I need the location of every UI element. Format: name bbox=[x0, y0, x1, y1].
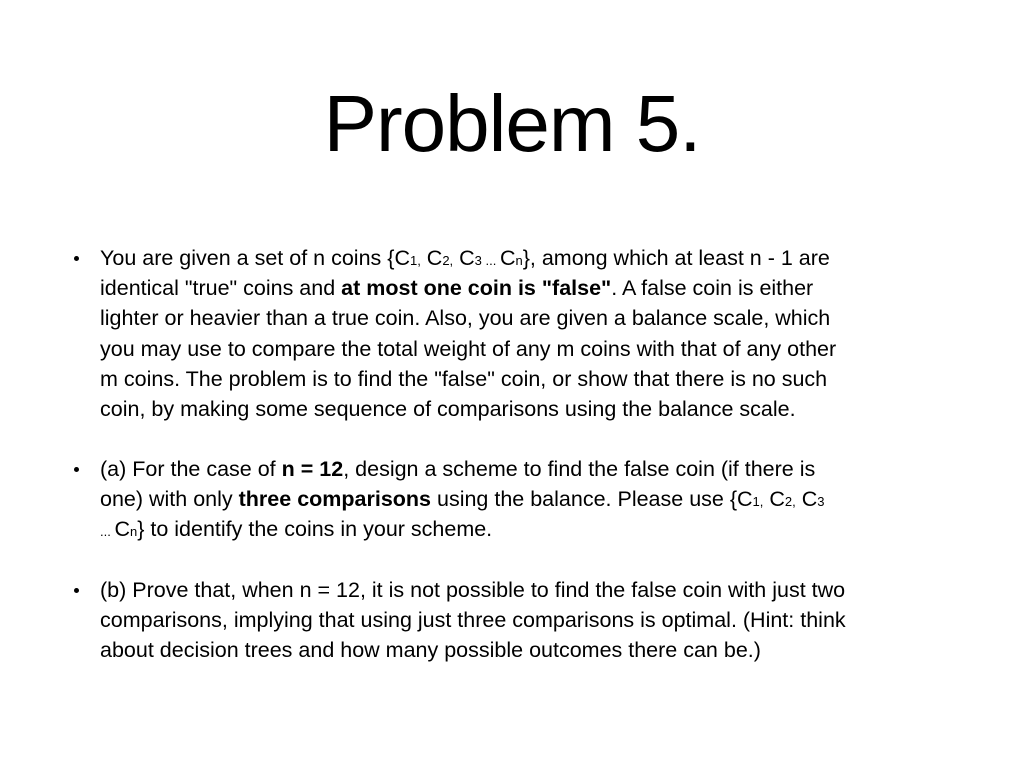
text-line: lighter or heavier than a true coin. Also, you are given a balance scale, which bbox=[100, 306, 831, 331]
bullet-text bbox=[100, 575, 960, 666]
bold-emphasis: three comparisons bbox=[238, 487, 432, 512]
text-line: You are given a set of n coins {C1, C2, C3 ... Cn}, among which at least n - 1 are bbox=[100, 246, 830, 270]
text-line: about decision trees and how many possible outcomes there can be.) bbox=[100, 638, 761, 663]
bullet-text bbox=[100, 243, 960, 424]
text-line: (b) Prove that, when n = 12, it is not possible to find the false coin with just two bbox=[100, 578, 846, 602]
bullet-dot-icon bbox=[74, 256, 79, 261]
text-line: coin, by making some sequence of comparisons using the balance scale. bbox=[100, 396, 796, 421]
text-line: (a) For the case of n = 12, design a scheme to find the false coin (if there is bbox=[100, 457, 816, 481]
text-line: you may use to compare the total weight of any m coins with that of any other bbox=[100, 336, 837, 361]
bold-emphasis: at most one coin is "false" bbox=[341, 276, 612, 301]
bold-emphasis: n = 12 bbox=[281, 457, 344, 481]
slide-title: Problem 5. bbox=[323, 79, 701, 168]
text-line: identical "true" coins and at most one coin is "false". A false coin is either bbox=[100, 276, 814, 301]
bullet-dot-icon bbox=[74, 467, 79, 472]
bullet-text bbox=[100, 454, 960, 545]
text-line: one) with only three comparisons using the balance. Please use {C1, C2, C3 bbox=[100, 487, 825, 512]
bullet-dot-icon bbox=[74, 588, 79, 593]
text-line: ... Cn} to identify the coins in your scheme. bbox=[100, 517, 493, 542]
text-line: comparisons, implying that using just three comparisons is optimal. (Hint: think bbox=[100, 608, 846, 633]
text-line: m coins. The problem is to find the "false" coin, or show that there is no such bbox=[100, 366, 828, 391]
